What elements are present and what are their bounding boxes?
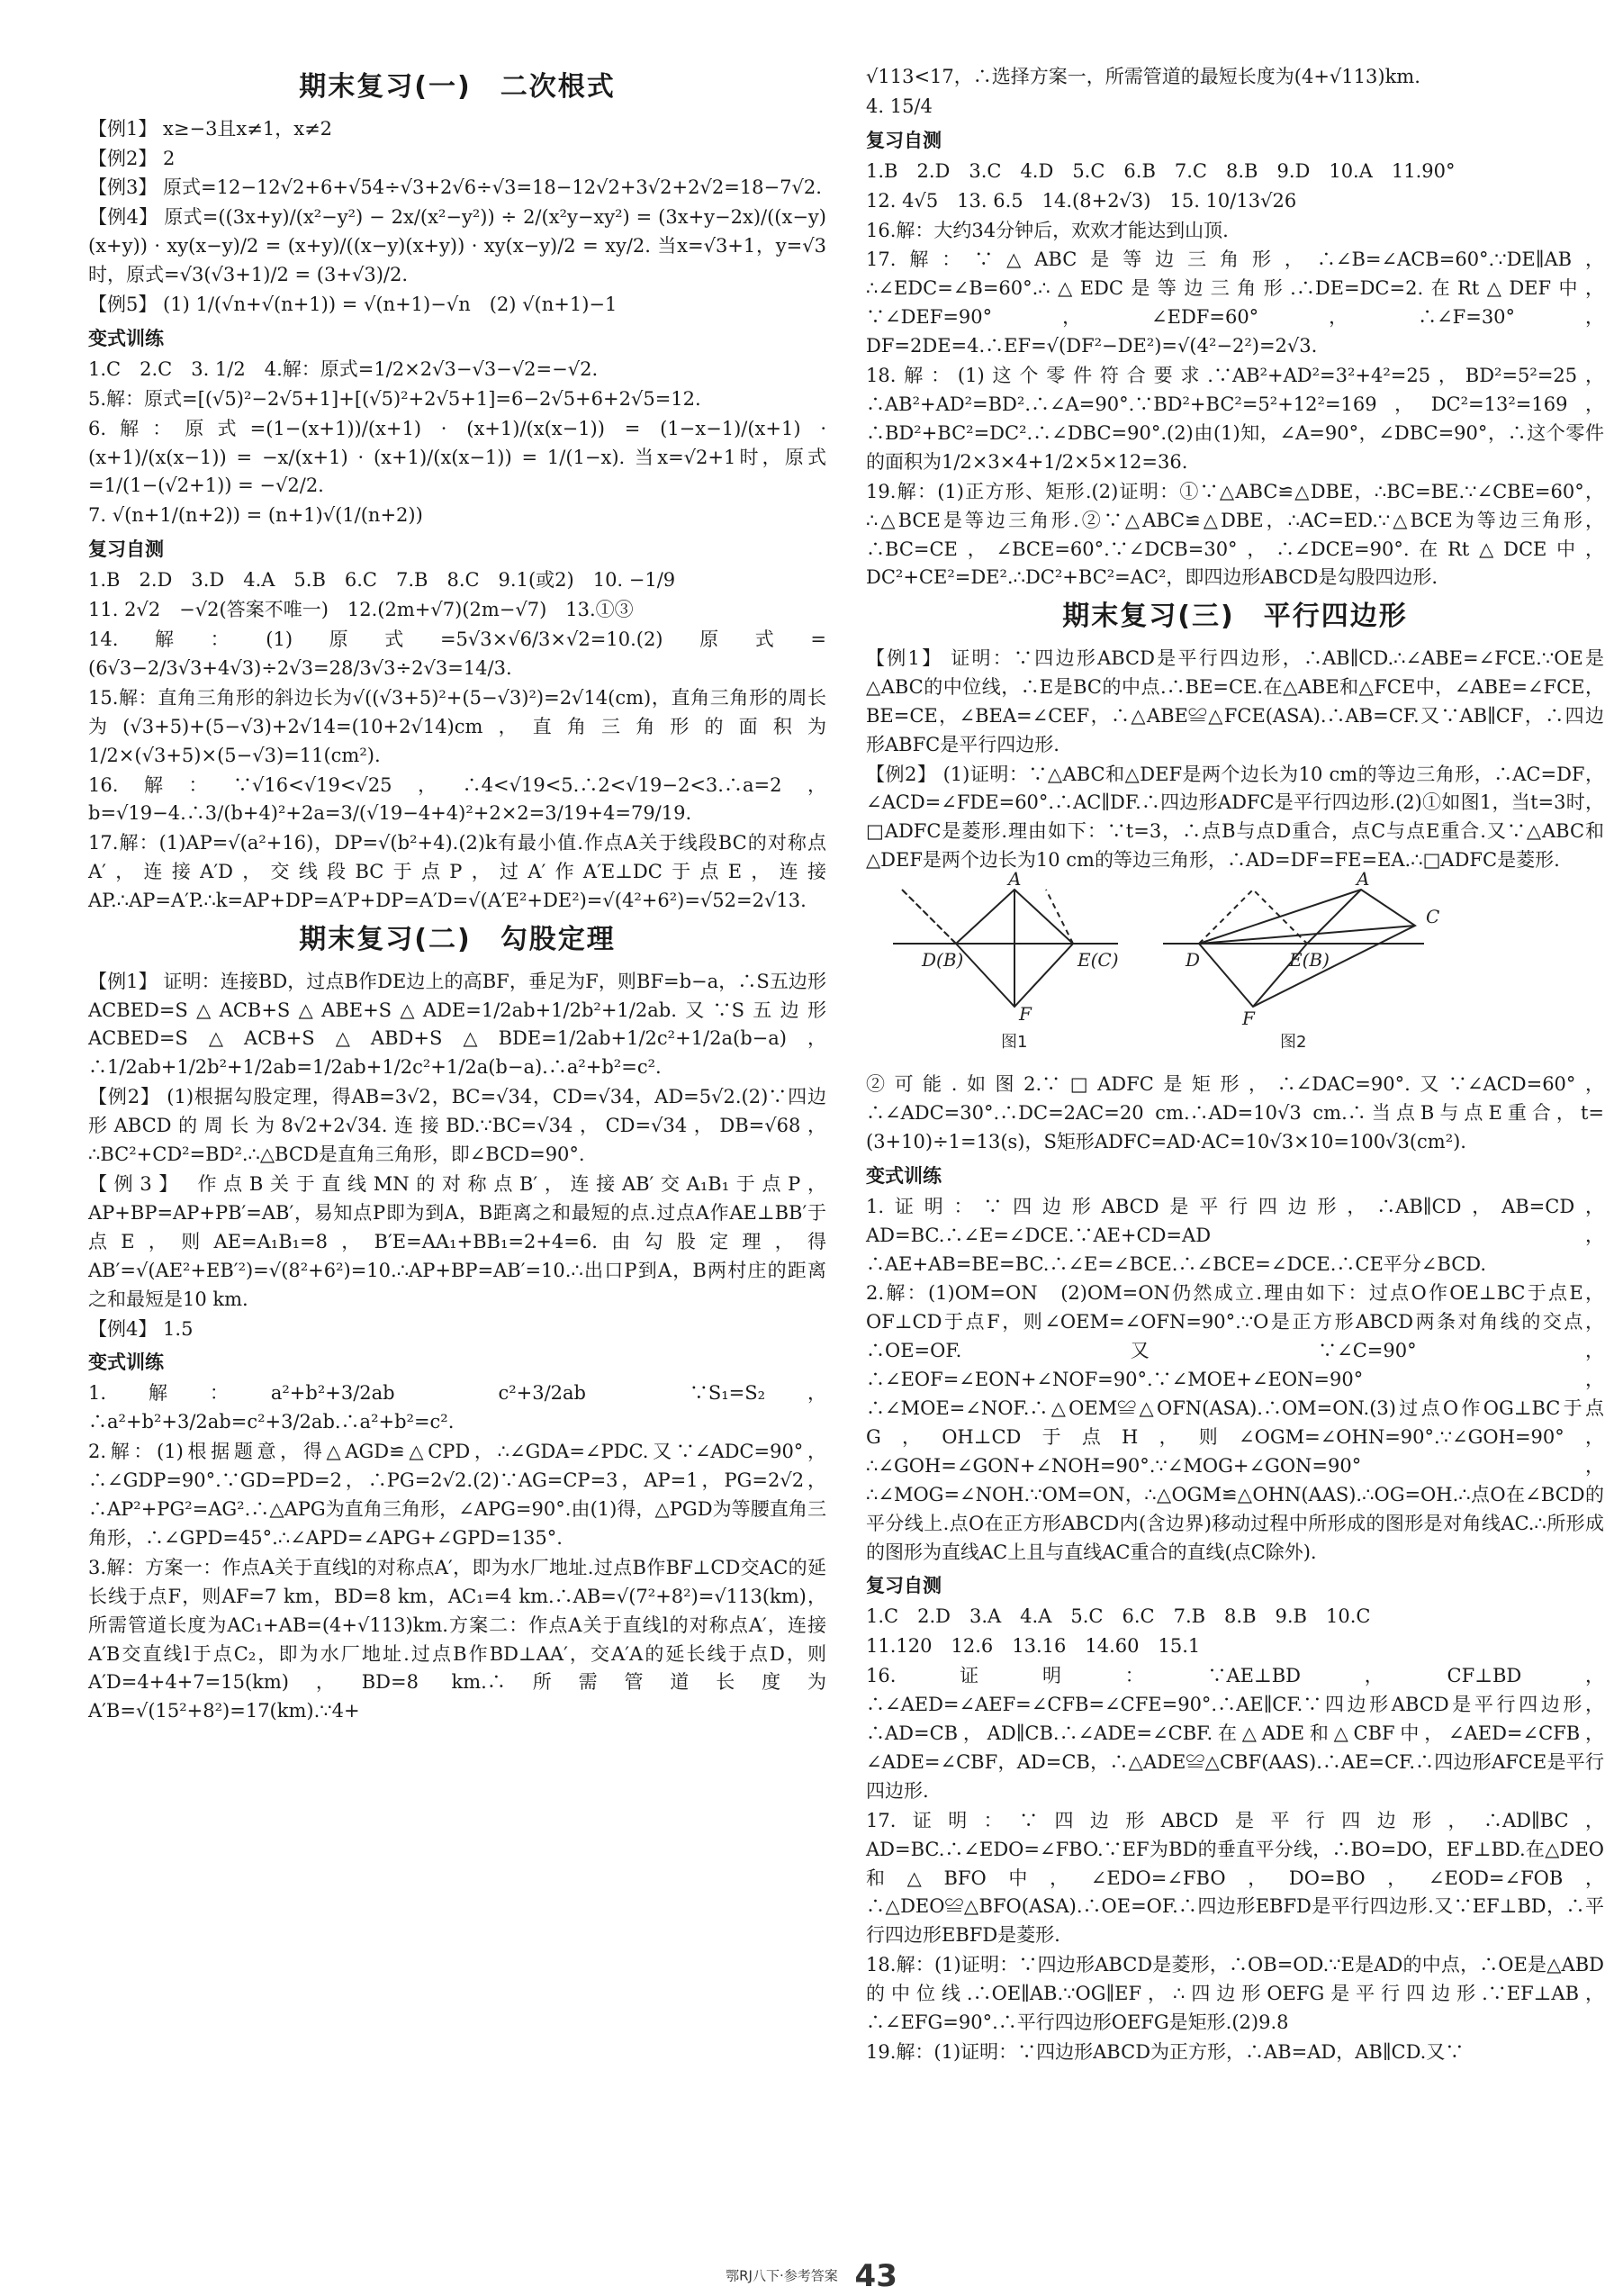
fig1-label-ec: E(C) bbox=[1077, 949, 1119, 972]
example-item: 【例3】 原式=12−12√2+6+√54÷√3+2√6÷√3=18−12√2+3√2+2√2=18−7√2. bbox=[88, 176, 822, 199]
answer-item: 1.解：a²+b²+3/2ab c²+3/2ab ∵S₁=S₂，∴a²+b²+3/2ab=c²+3/2ab.∴a²+b²=c². bbox=[88, 1382, 826, 1433]
fig2-label-eb: E(B) bbox=[1289, 949, 1330, 972]
example-item: 【例2】 (1)证明：∵△ABC和△DEF是两个边长为10 cm的等边三角形，∴AC=DF，∠ACD=∠FDE=60°.∴AC∥DF.∴四边形ADFC是平行四边形.(2)①如图1，当t=3时，□ADFC是菱形.理由如下：∵t=3，∴点B与点D重合，点C与点E重合.又∵△ABC和△DEF是两个边长为10 cm的等边三角形，∴AD=DF=FE=EA.∴□ADFC是菱形. bbox=[866, 763, 1604, 872]
example-item: 【例5】 (1) 1/(√n+√(n+1)) = √(n+1)−√n (2) √(n+1)−1 bbox=[88, 294, 618, 316]
s2-variant bbox=[88, 1379, 826, 1726]
example-item: 【例3】 作点B关于直线MN的对称点B′，连接AB′交A₁B₁于点P，AP+BP=AP+PB′=AB′，易知点P即为到A，B距离之和最短的点.过点A作AE⊥BB′于点E，则AE=A₁B₁=8，B′E=AA₁+BB₁=2+4=6.由勾股定理，得AB′=√(AE²+EB′²)=√(8²+6²)=10.∴AP+BP=AB′=10.∴出口P到A，B两村庄的距离之和最短是10 km. bbox=[88, 1173, 826, 1310]
section-title-3: 期末复习(三) 平行四边形 bbox=[1062, 601, 1408, 633]
answer-item: 19.解：(1)证明：∵四边形ABCD为正方形，∴AB=AD，AB∥CD.又∵ bbox=[866, 2040, 1465, 2063]
answer-item: 1.B 2.D 3.D 4.A 5.B 6.C 7.B 8.C 9.1(或2) 10. −1/9 bbox=[88, 569, 676, 592]
fig1-caption: 图1 bbox=[1001, 1033, 1028, 1053]
fig1-label-a: A bbox=[1008, 868, 1022, 890]
answer-item: 1.C 2.D 3.A 4.A 5.C 6.C 7.B 8.B 9.B 10.C bbox=[866, 1605, 1371, 1628]
example-item: ②可能.如图2.∵□ADFC是矩形，∴∠DAC=90°.又∵∠ACD=60°，∴∠ADC=30°.∴DC=2AC=20 cm.∴AD=10√3 cm.∴当点B与点E重合，t=(3+10)÷1=13(s)，S矩形ADFC=AD·AC=10√3×10=100√3(cm²). bbox=[866, 1073, 1604, 1153]
answer-item: 3.解：方案一：作点A关于直线l的对称点A′，即为水厂地址.过点B作BF⊥CD交AC的延长线于点F，则AF=7 km，BD=8 km，AC₁=4 km.∴AB=√(7²+8²)=√113(km)，所需管道长度为AC₁+AB=(4+√113)km.方案二：作点A关于直线l的对称点A′，连接A′B交直线l于点C₂，即为水厂地址.过点B作BD⊥AA′，交A′A的延长线于点D，则A′D=4+4+7=15(km)，BD=8 km.∴所需管道长度为A′B=√(15²+8²)=17(km).∵4+ bbox=[88, 1556, 826, 1722]
example-item: 【例1】 证明：连接BD，过点B作DE边上的高BF，垂足为F，则BF=b−a，∴S五边形ACBED=S△ACB+S△ABE+S△ADE=1/2ab+1/2b²+1/2ab.又∵S五边形ACBED=S△ACB+S△ABD+S△BDE=1/2ab+1/2c²+1/2a(b−a)，∴1/2ab+1/2b²+1/2ab=1/2ab+1/2c²+1/2a(b−a).∴a²+b²=c². bbox=[88, 970, 826, 1079]
section-title-2: 期末复习(二) 勾股定理 bbox=[299, 924, 616, 956]
answer-item: 4. 15/4 bbox=[866, 95, 933, 117]
footer-label: 鄂RJ八下·参考答案 bbox=[726, 2267, 838, 2284]
right-column bbox=[866, 63, 1604, 2068]
answer-item: 12. 4√5 13. 6.5 14.(8+2√3) 15. 10/13√26 bbox=[866, 189, 1297, 212]
figure-2 bbox=[1163, 890, 1424, 1007]
fig2-label-f: F bbox=[1242, 1008, 1255, 1030]
example-item: 【例2】 2 bbox=[88, 147, 176, 169]
answer-item: 11.120 12.6 13.16 14.60 15.1 bbox=[866, 1635, 1201, 1658]
answer-item: 16.解：∵√16<√19<√25，∴4<√19<5.∴2<√19−2<3.∴a=2，b=√19−4.∴3/(b+4)²+2a=3/(√19−4+4)²+2×2=3/19+4=79/19. bbox=[88, 773, 826, 825]
section-title-1: 期末复习(一) 二次根式 bbox=[299, 71, 616, 103]
geometry-figure bbox=[866, 868, 1604, 1056]
answer-item: 16.证明：∵AE⊥BD，CF⊥BD，∴∠AED=∠AEF=∠CFB=∠CFE=90°.∴AE∥CF.∵四边形ABCD是平行四边形，∴AD=CB，AD∥CB.∴∠ADE=∠CBF.在△ADE和△CBF中，∠AED=∠CFB，∠ADE=∠CBF，AD=CB，∴△ADE≌△CBF(AAS).∴AE=CF.∴四边形AFCE是平行四边形. bbox=[866, 1665, 1604, 1802]
answer-item: 17.解：(1)AP=√(a²+16)，DP=√(b²+4).(2)k有最小值.作点A关于线段BC的对称点A′，连接A′D，交线段BC于点P，过A′作A′E⊥DC于点E，连接AP.∴AP=A′P.∴k=AP+DP=A′P+DP=A′D=√(A′E²+DE²)=√(4²+6²)=√52=2√13. bbox=[88, 832, 826, 912]
s2-self bbox=[866, 158, 1604, 593]
s1-self bbox=[88, 566, 826, 916]
answer-item: 1.B 2.D 3.C 4.D 5.C 6.B 7.C 8.B 9.D 10.A 11.90° bbox=[866, 159, 1456, 182]
subheading-self-test: 复习自测 bbox=[866, 1575, 942, 1597]
s3-self bbox=[866, 1603, 1604, 2067]
answer-item: 17.解：∵△ABC是等边三角形，∴∠B=∠ACB=60°.∵DE∥AB，∴∠EDC=∠B=60°.∴△EDC是等边三角形.∴DE=DC=2.在Rt△DEF中，∵∠DEF=90°，∠EDF=60°，∴∠F=30°，DF=2DE=4.∴EF=√(DF²−DE²)=√(4²−2²)=2√3. bbox=[866, 249, 1604, 357]
page-number: 43 bbox=[854, 2258, 897, 2294]
answer-item: 11. 2√2 −√2(答案不唯一) 12.(2m+√7)(2m−√7) 13.①③ bbox=[88, 599, 634, 621]
figure-1 bbox=[893, 890, 1118, 1007]
continued-text: √113<17，∴选择方案一，所需管道的最短长度为(4+√113)km. bbox=[866, 66, 1420, 87]
answer-item: 7. √(n+1/(n+2)) = (n+1)√(1/(n+2)) bbox=[88, 504, 423, 527]
answer-item: 14.解：(1)原式=5√3×√6/3×√2=10.(2)原式=(6√3−2/3√3+4√3)÷2√3=28/3√3÷2√3=14/3. bbox=[88, 628, 826, 679]
page-footer bbox=[0, 2258, 1623, 2294]
subheading-self-test: 复习自测 bbox=[88, 538, 164, 561]
example-item: 【例1】 证明：∵四边形ABCD是平行四边形，∴AB∥CD.∴∠ABE=∠FCE.∵OE是△ABC的中位线，∴E是BC的中点.∴BE=CE.在△ABE和△FCE中，∠ABE=∠FCE，BE=CE，∠BEA=∠CEF，∴△ABE≌△FCE(ASA).∴AB=CF.又∵AB∥CF，∴四边形ABFC是平行四边形. bbox=[866, 646, 1604, 755]
subheading-variant: 变式训练 bbox=[88, 1351, 164, 1374]
subheading-variant: 变式训练 bbox=[88, 327, 164, 349]
s3-examples bbox=[866, 645, 1604, 875]
answer-item: 6.解：原式=(1−(x+1))/(x+1) · (x+1)/(x(x−1)) = (1−x−1)/(x+1) · (x+1)/(x(x−1)) = −x/(x+1) · (x+1)/(x(x−1)) = 1/(1−x). 当x=√2+1时，原式=1/(1−(√2+1)) = −√2/2. bbox=[88, 417, 826, 497]
example-item: 【例1】 x≥−3且x≠1，x≠2 bbox=[88, 117, 333, 140]
s2-examples bbox=[88, 968, 826, 1344]
answer-item: 15.解：直角三角形的斜边长为√((√3+5)²+(5−√3)²)=2√14(cm)，直角三角形的周长为(√3+5)+(5−√3)+2√14=(10+2√14)cm，直角三角形的面积为1/2×(√3+5)×(5−√3)=11(cm²). bbox=[88, 686, 826, 766]
fig2-caption: 图2 bbox=[1280, 1033, 1307, 1053]
answer-item: 19.解：(1)正方形、矩形.(2)证明：①∵△ABC≌△DBE，∴BC=BE.∵∠CBE=60°，∴△BCE是等边三角形.②∵△ABC≌△DBE，∴AC=ED.∵△BCE为等边三角形，∴BC=CE，∠BCE=60°.∵∠DCB=30°，∴∠DCE=90°.在Rt△DCE中，DC²+CE²=DE².∴DC²+BC²=AC²，即四边形ABCD是勾股四边形. bbox=[866, 480, 1605, 589]
example-item: 【例4】 1.5 bbox=[88, 1317, 194, 1340]
subheading-variant: 变式训练 bbox=[866, 1164, 942, 1187]
answer-item: 18.解：(1)这个零件符合要求.∵AB²+AD²=3²+4²=25，BD²=5²=25，∴AB²+AD²=BD².∴∠A=90°.∵BD²+BC²=5²+12²=169，DC²=13²=169，∴BD²+BC²=DC².∴∠DBC=90°.(2)由(1)知，∠A=90°，∠DBC=90°，∴这个零件的面积为1/2×3×4+1/2×5×12=36. bbox=[866, 365, 1604, 473]
answer-item: 2.解：(1)OM=ON (2)OM=ON仍然成立.理由如下：过点O作OE⊥BC于点E，OF⊥CD于点F，则∠OEM=∠OFN=90°.∵O是正方形ABCD两条对角线的交点，∴OE=OF.又∵∠C=90°，∴∠EOF=∠EON+∠NOF=90°.∵∠MOE+∠EON=90°，∴∠MOE=∠NOF.∴△OEM≌△OFN(ASA).∴OM=ON.(3)过点O作OG⊥BC于点G，OH⊥CD于点H，则∠OGM=∠OHN=90°.∵∠GOH=90°，∴∠GOH=∠GON+∠NOH=90°.∵∠MOG+∠GON=90°，∴∠MOG=∠NOH.∵OM=ON，∴△OGM≌△OHN(AAS).∴OG=OH.∴点O在∠BCD的平分线上.点O在正方形ABCD内(含边界)移动过程中所形成的图形是对角线AC.∴所形成的图形为直线AC上且与直线AC重合的直线(点C除外). bbox=[866, 1282, 1604, 1563]
subheading-self-test: 复习自测 bbox=[866, 129, 942, 151]
fig1-label-f: F bbox=[1019, 1003, 1032, 1026]
fig2-label-d: D bbox=[1186, 949, 1201, 972]
answer-item: 1.C 2.C 3. 1/2 4.解：原式=1/2×2√3−√3−√2=−√2. bbox=[88, 357, 599, 380]
s1-variant bbox=[88, 356, 826, 530]
example-item: 【例4】 原式=((3x+y)/(x²−y²) − 2x/(x²−y²)) ÷ 2/(x²y−xy²) = (3x+y−2x)/((x−y)(x+y)) · xy(x−y)/2 = (x+y)/((x−y)(x+y)) · xy(x−y)/2 = xy/2. 当x=√3+1，y=√3时，原式=√3(√3+1)/2 = (3+√3)/2. bbox=[88, 206, 826, 286]
example-item: 【例2】 (1)根据勾股定理，得AB=3√2，BC=√34，CD=√34，AD=5√2.(2)∵四边形ABCD的周长为8√2+2√34.连接BD.∵BC=√34，CD=√34，DB=√68，∴BC²+CD²=BD².∴△BCD是直角三角形，即∠BCD=90°. bbox=[88, 1086, 826, 1166]
answer-item: 17.证明：∵四边形ABCD是平行四边形，∴AD∥BC，AD=BC.∴∠EDO=∠FBO.∵EF为BD的垂直平分线，∴BO=DO，EF⊥BD.在△DEO和△BFO中，∠EDO=∠FBO，DO=BO，∠EOD=∠FOB，∴△DEO≌△BFO(ASA).∴OE=OF.∴四边形EBFD是平行四边形.又∵EF⊥BD，∴平行四边形EBFD是菱形. bbox=[866, 1809, 1604, 1947]
s1-examples bbox=[88, 115, 826, 320]
answer-item: 5.解：原式=[(√5)²−2√5+1]+[(√5)²+2√5+1]=6−2√5+6+2√5=12. bbox=[88, 387, 701, 410]
answer-item: 1.证明：∵四边形ABCD是平行四边形，∴AB∥CD，AB=CD，AD=BC.∴∠E=∠DCE.∵AE+CD=AD，∴AE+AB=BE=BC.∴∠E=∠BCE.∴∠BCE=∠DCE.∴CE平分∠BCD. bbox=[866, 1195, 1604, 1275]
answer-item: 18.解：(1)证明：∵四边形ABCD是菱形，∴OB=OD.∵E是AD的中点，∴OE是△ABD的中位线.∴OE∥AB.∵OG∥EF，∴四边形OEFG是平行四边形.∵EF⊥AB，∴∠EFG=90°.∴平行四边形OEFG是矩形.(2)9.8 bbox=[866, 1954, 1604, 2034]
answer-item: 16.解：大约34分钟后，欢欢才能达到山顶. bbox=[866, 219, 1229, 241]
s3-variant bbox=[866, 1193, 1604, 1568]
fig2-label-a: A bbox=[1357, 868, 1370, 890]
fig2-label-c: C bbox=[1426, 906, 1440, 928]
answer-item: 2.解：(1)根据题意，得△AGD≌△CPD，∴∠GDA=∠PDC.又∵∠ADC=90°，∴∠GDP=90°.∵GD=PD=2，∴PG=2√2.(2)∵AG=CP=3，AP=1，PG=2√2，∴AP²+PG²=AG².∴△APG为直角三角形，∠APG=90°.由(1)得，△PGD为等腰直角三角形，∴∠GPD=45°.∴∠APD=∠APG+∠GPD=135°. bbox=[88, 1441, 826, 1549]
left-column bbox=[88, 63, 826, 1727]
fig1-label-db: D(B) bbox=[922, 949, 964, 972]
